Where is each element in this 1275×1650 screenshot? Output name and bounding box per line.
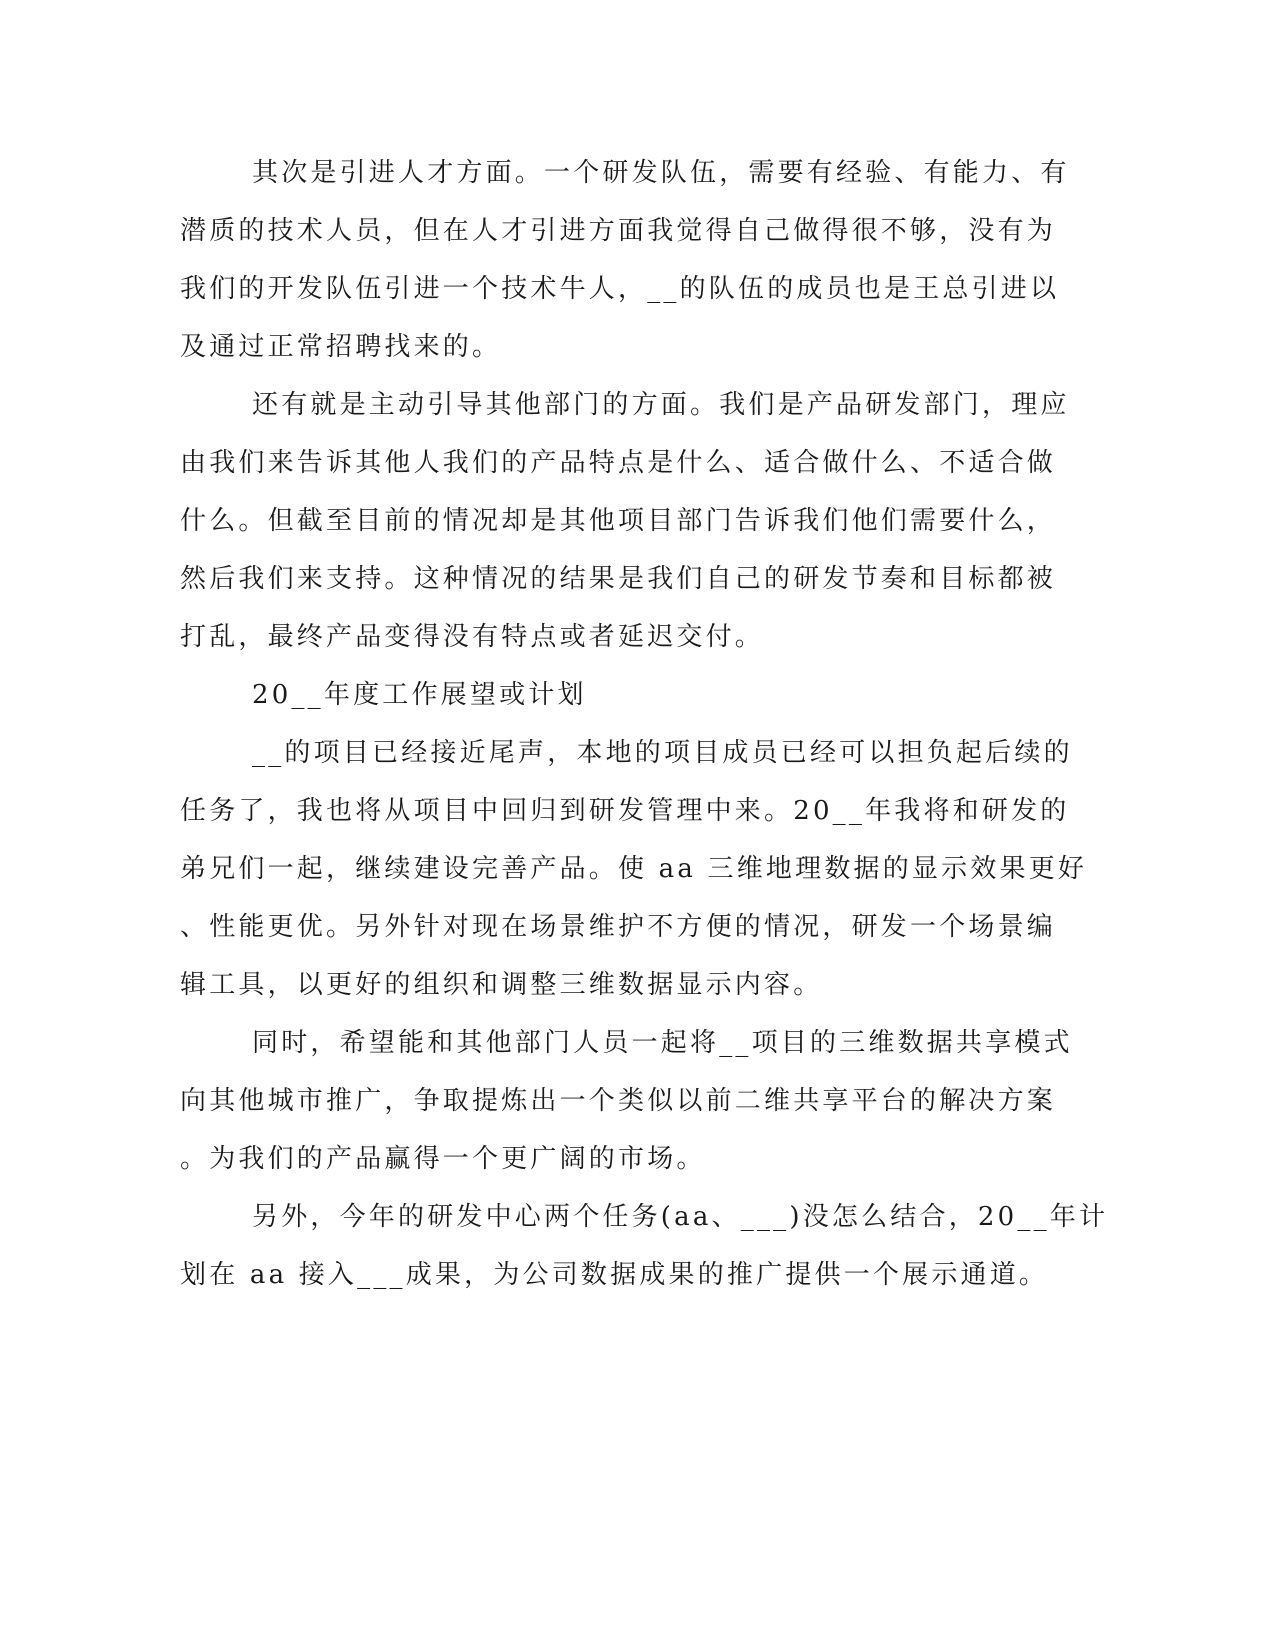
text-line: 向其他城市推广，争取提炼出一个类似以前二维共享平台的解决方案	[180, 1086, 1057, 1116]
text-line: 打乱，最终产品变得没有特点或者延迟交付。	[180, 622, 765, 652]
text-line: 、性能更优。另外针对现在场景维护不方便的情况，研发一个场景编	[180, 912, 1057, 942]
text-line: 另外，今年的研发中心两个任务(aa、___)没怎么结合，20__年计	[252, 1202, 1109, 1232]
text-line: 什么。但截至目前的情况却是其他项目部门告诉我们他们需要什么，	[180, 506, 1057, 536]
text-line: __的项目已经接近尾声，本地的项目成员已经可以担负起后续的	[252, 738, 1073, 768]
text-line: 。为我们的产品赢得一个更广阔的市场。	[180, 1144, 706, 1174]
text-line: 弟兄们一起，继续建设完善产品。使 aa 三维地理数据的显示效果更好	[180, 854, 1088, 884]
text-line: 潜质的技术人员，但在人才引进方面我觉得自己做得很不够，没有为	[180, 216, 1057, 246]
text-line: 由我们来告诉其他人我们的产品特点是什么、适合做什么、不适合做	[180, 448, 1057, 478]
text-line: 划在 aa 接入___成果，为公司数据成果的推广提供一个展示通道。	[180, 1260, 1049, 1290]
text-line: 其次是引进人才方面。一个研发队伍，需要有经验、有能力、有	[252, 158, 1070, 188]
text-line: 任务了，我也将从项目中回归到研发管理中来。20__年我将和研发的	[180, 796, 1070, 826]
text-line: 我们的开发队伍引进一个技术牛人，__的队伍的成员也是王总引进以	[180, 274, 1060, 304]
text-line: 同时，希望能和其他部门人员一起将__项目的三维数据共享模式	[252, 1028, 1073, 1058]
text-line: 及通过正常招聘找来的。	[180, 332, 502, 362]
section-heading: 20__年度工作展望或计划	[252, 680, 587, 710]
text-line: 辑工具，以更好的组织和调整三维数据显示内容。	[180, 970, 823, 1000]
text-line: 然后我们来支持。这种情况的结果是我们自己的研发节奏和目标都被	[180, 564, 1057, 594]
text-line: 还有就是主动引导其他部门的方面。我们是产品研发部门，理应	[252, 390, 1070, 420]
